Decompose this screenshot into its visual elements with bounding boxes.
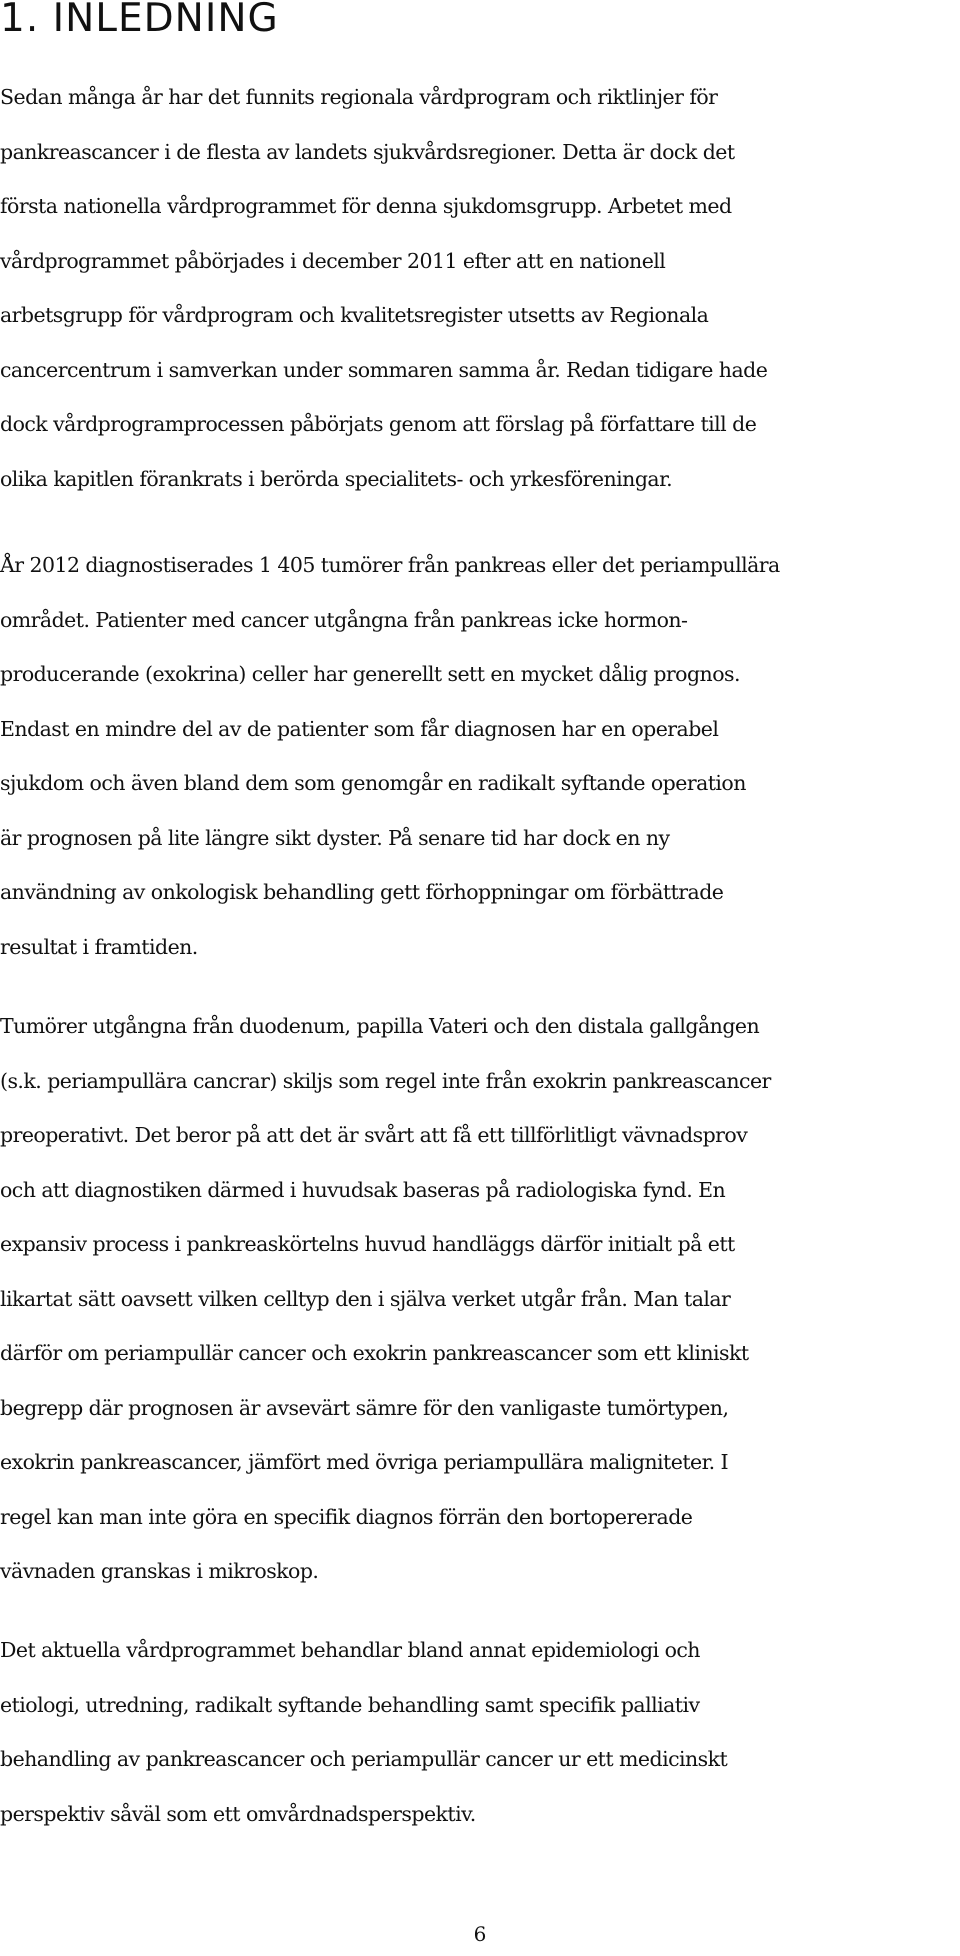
text-line: är prognosen på lite längre sikt dyster. På senare tid har dock en ny <box>0 825 670 850</box>
text-line: dock vårdprogramprocessen påbörjats genom att förslag på författare till de <box>0 412 757 436</box>
paragraph-periampullary <box>0 999 960 1599</box>
text-line: cancercentrum i samverkan under sommaren samma år. Redan tidigare hade <box>0 357 768 382</box>
text-line: vävnaden granskas i mikroskop. <box>0 1559 319 1583</box>
text-line: användning av onkologisk behandling gett förhoppningar om förbättrade <box>0 880 724 904</box>
text-line: pankreascancer i de flesta av landets sjukvårdsregioner. Detta är dock det <box>0 139 735 164</box>
text-line: Sedan många år har det funnits regionala vårdprogram och riktlinjer för <box>0 85 718 109</box>
text-line: expansiv process i pankreaskörtelns huvud handläggs därför initialt på ett <box>0 1232 735 1256</box>
paragraph-scope <box>0 1623 960 1841</box>
text-line: resultat i framtiden. <box>0 934 198 959</box>
text-line: (s.k. periampullära cancrar) skiljs som regel inte från exokrin pankreascancer <box>0 1068 771 1093</box>
text-line: Tumörer utgångna från duodenum, papilla Vateri och den distala gallgången <box>0 1014 760 1038</box>
text-line: Endast en mindre del av de patienter som får diagnosen har en operabel <box>0 716 719 741</box>
section-heading: 1. INLEDNING <box>0 0 279 41</box>
text-line: exokrin pankreascancer, jämfört med övriga periampullära maligniteter. I <box>0 1450 729 1474</box>
text-line: första nationella vårdprogrammet för denna sjukdomsgrupp. Arbetet med <box>0 194 732 218</box>
text-line: och att diagnostiken därmed i huvudsak baseras på radiologiska fynd. En <box>0 1177 726 1202</box>
text-line: begrepp där prognosen är avsevärt sämre för den vanligaste tumörtypen, <box>0 1395 729 1420</box>
paragraph-prognosis <box>0 538 960 974</box>
text-line: likartat sätt oavsett vilken celltyp den i själva verket utgår från. Man talar <box>0 1286 731 1311</box>
text-line: vårdprogrammet påbörjades i december 2011 efter att en nationell <box>0 248 666 273</box>
text-line: Det aktuella vårdprogrammet behandlar bland annat epidemiologi och <box>0 1638 700 1662</box>
paragraph-background <box>0 70 960 506</box>
text-line: området. Patienter med cancer utgångna från pankreas icke hormon- <box>0 607 688 632</box>
text-line: arbetsgrupp för vårdprogram och kvalitetsregister utsetts av Regionala <box>0 303 709 327</box>
text-line: behandling av pankreascancer och periampullär cancer ur ett medicinskt <box>0 1747 728 1771</box>
text-line: perspektiv såväl som ett omvårdnadsperspektiv. <box>0 1801 476 1826</box>
text-line: År 2012 diagnostiserades 1 405 tumörer från pankreas eller det periampullära <box>0 553 780 577</box>
page-number: 6 <box>473 1922 487 1946</box>
text-line: producerande (exokrina) celler har generellt sett en mycket dålig prognos. <box>0 662 740 686</box>
text-line: regel kan man inte göra en specifik diagnos förrän den bortopererade <box>0 1504 693 1529</box>
text-line: etiologi, utredning, radikalt syftande behandling samt specifik palliativ <box>0 1692 700 1717</box>
text-line: sjukdom och även bland dem som genomgår en radikalt syftande operation <box>0 771 746 795</box>
text-line: preoperativt. Det beror på att det är svårt att få ett tillförlitligt vävnadsprov <box>0 1123 748 1147</box>
text-line: därför om periampullär cancer och exokrin pankreascancer som ett kliniskt <box>0 1341 749 1365</box>
text-line: olika kapitlen förankrats i berörda specialitets- och yrkesföreningar. <box>0 466 673 491</box>
